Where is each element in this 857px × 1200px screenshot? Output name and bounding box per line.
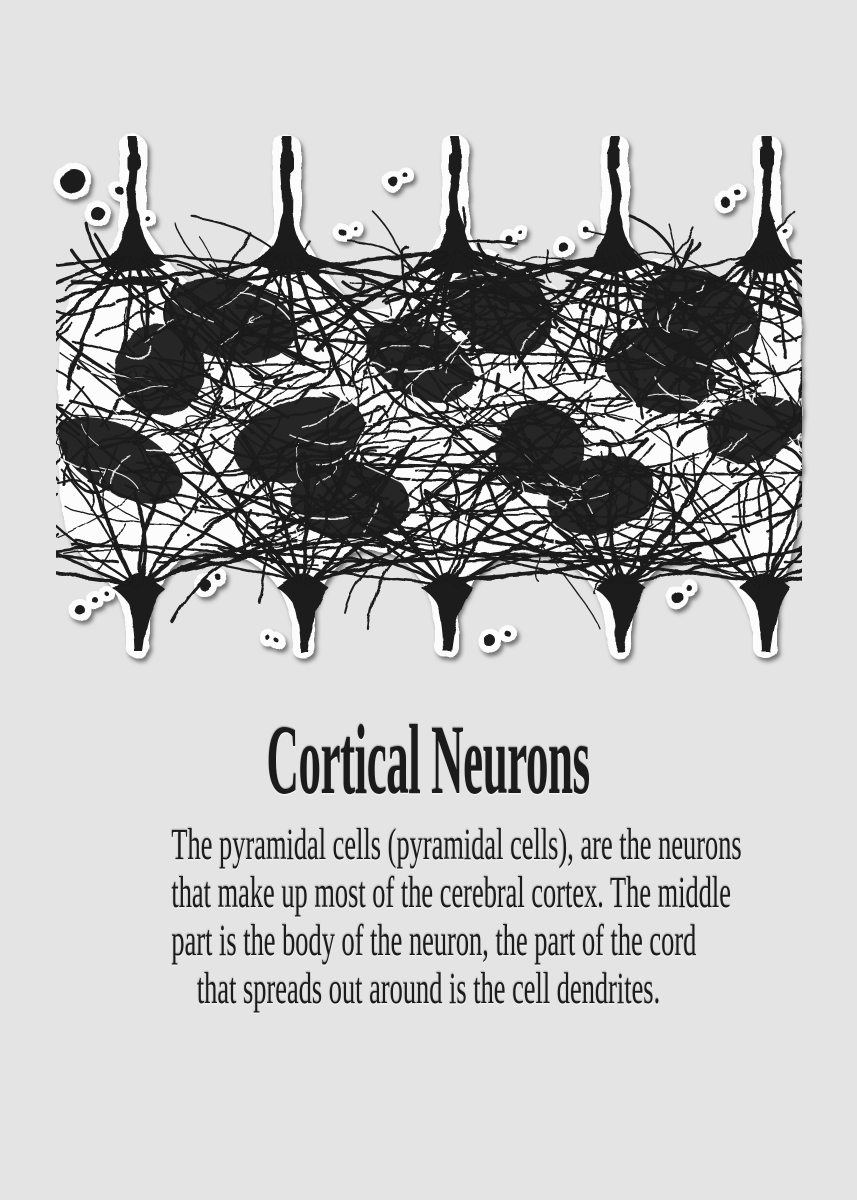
poster-description-line: part is the body of the neuron, the part of the cord	[171, 916, 697, 965]
poster-description	[0, 821, 857, 1013]
poster-title-text: Cortical Neurons	[266, 704, 591, 815]
poster-description-line: that make up most of the cerebral cortex. The middle	[171, 868, 731, 917]
poster-description-line: The pyramidal cells (pyramidal cells), are the neurons	[171, 820, 742, 869]
poster-description-text	[171, 820, 742, 1013]
poster-title	[0, 704, 857, 815]
poster-description-line: that spreads out around is the cell dendrites.	[196, 964, 661, 1013]
